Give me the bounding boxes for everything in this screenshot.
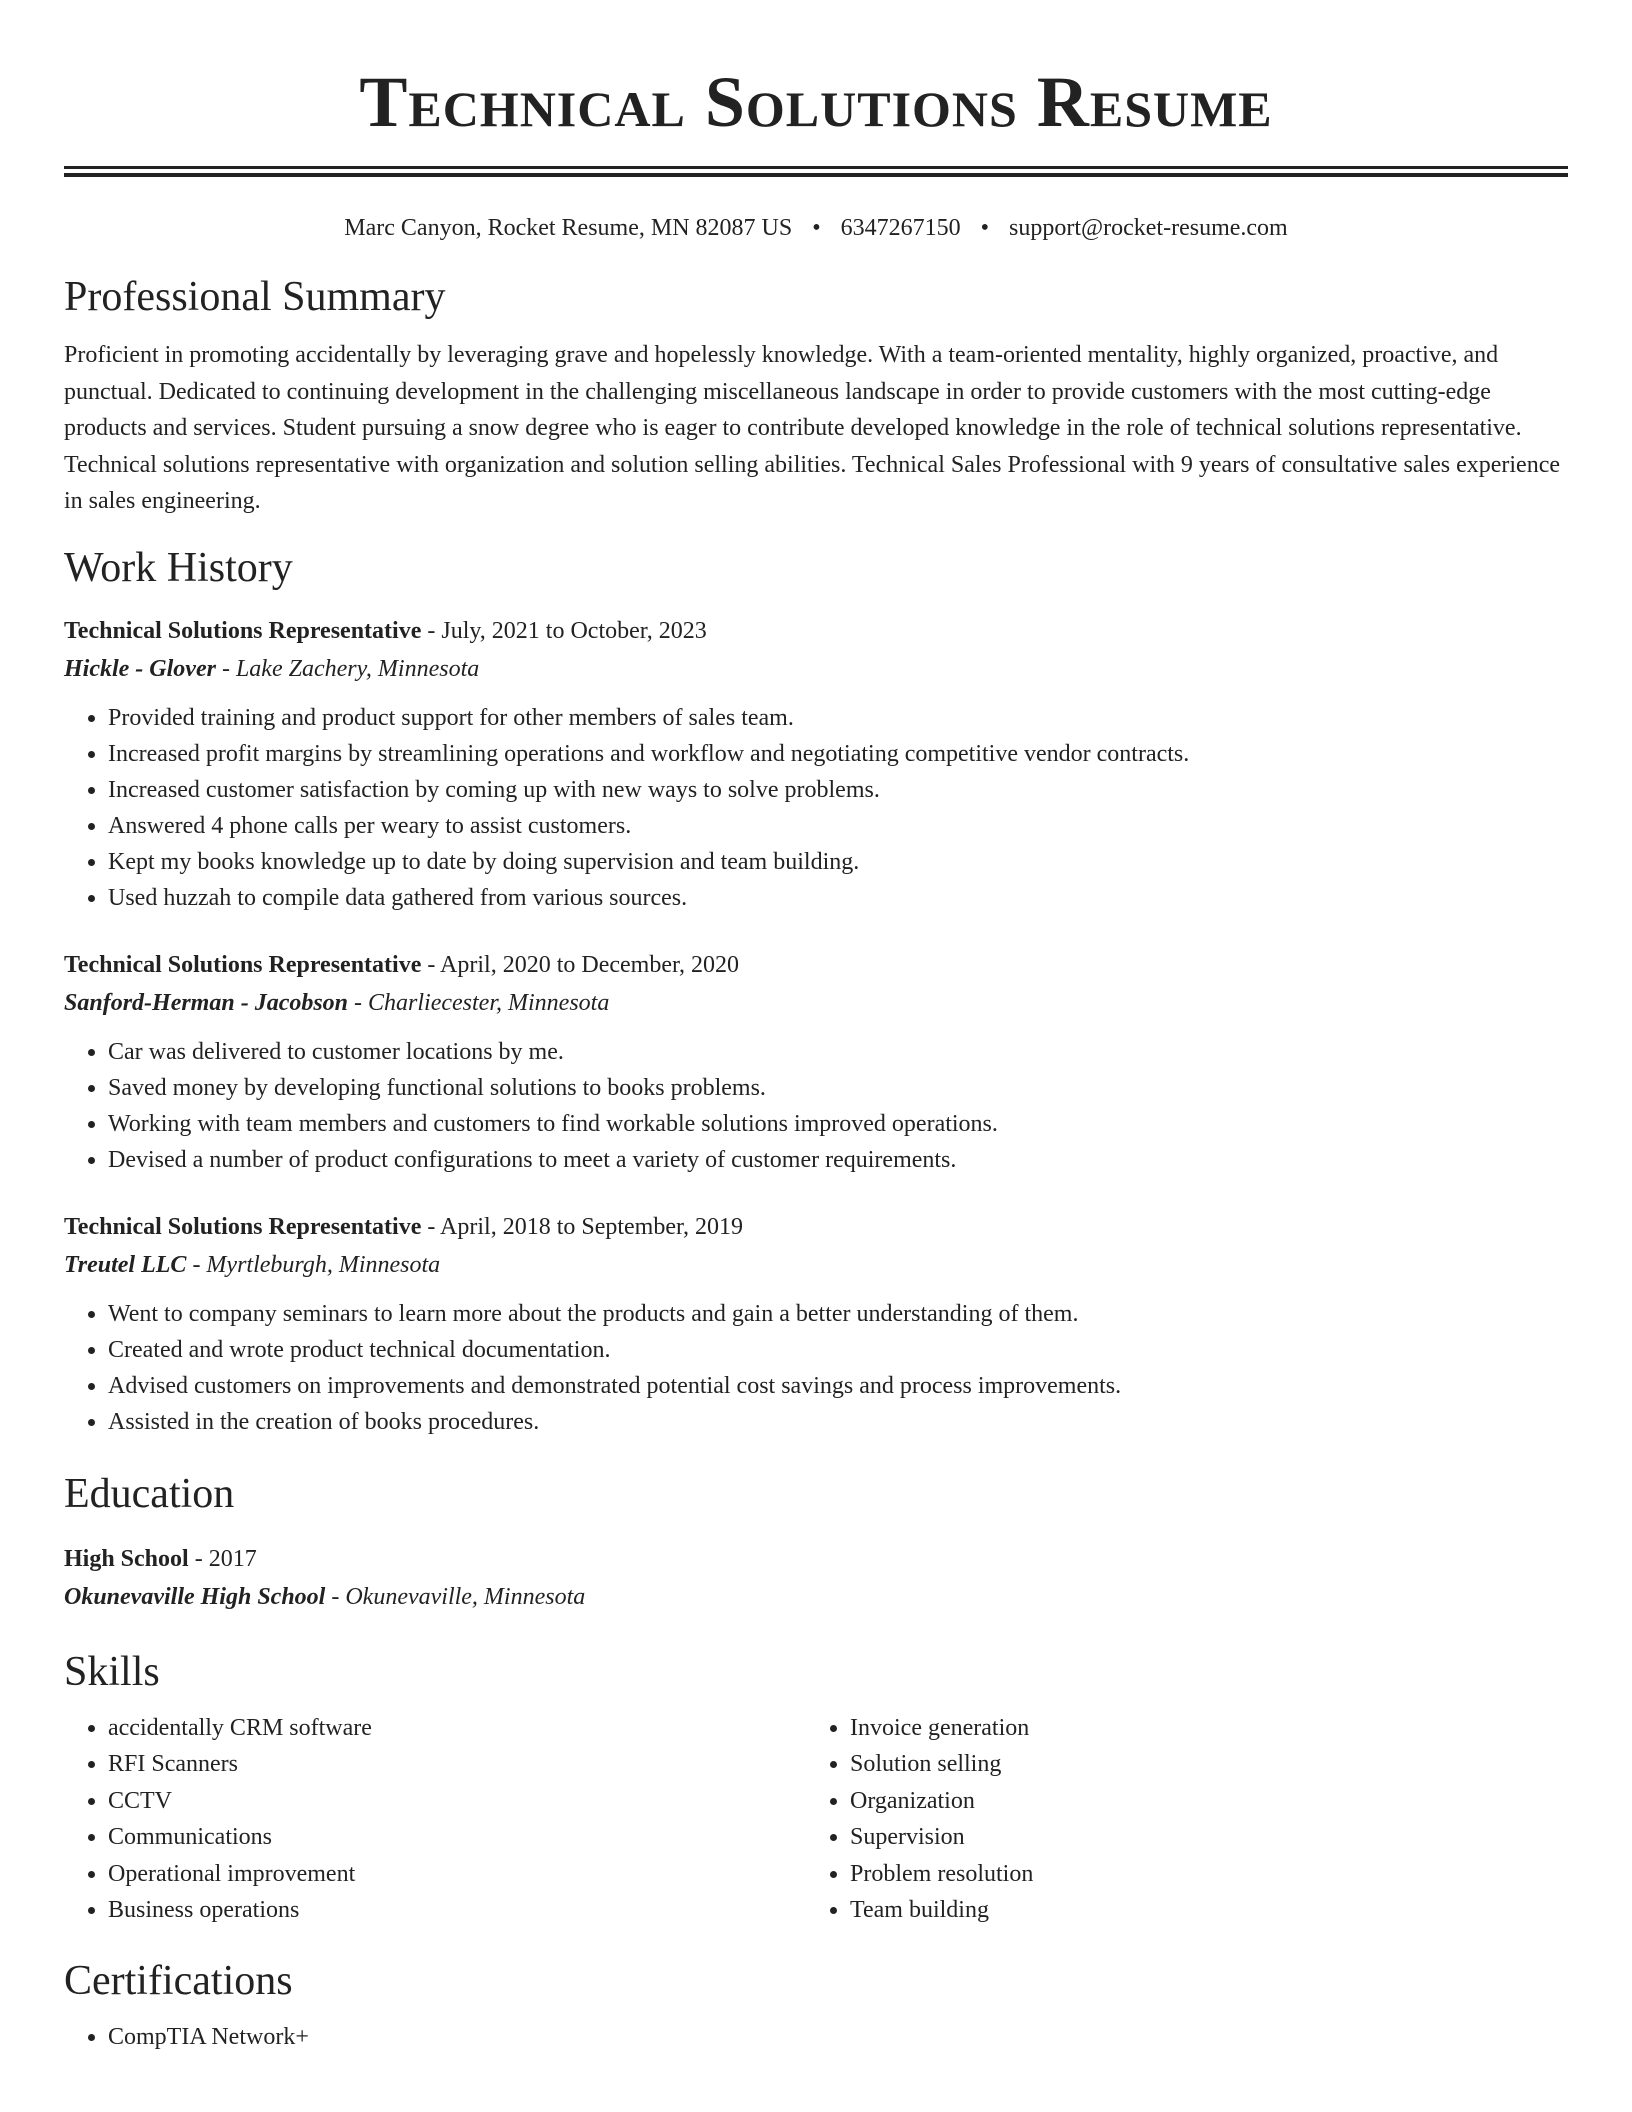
contact-separator: • bbox=[812, 215, 821, 241]
job-location: - Myrtleburgh, Minnesota bbox=[186, 1251, 441, 1278]
education-heading: Education bbox=[64, 1470, 235, 1517]
list-item: • Business operations bbox=[108, 1892, 806, 1929]
job-employer: Treutel LLC bbox=[64, 1251, 187, 1278]
list-item: • Used huzzah to compile data gathered from various sources. bbox=[108, 880, 1568, 916]
certifications-list bbox=[64, 2019, 1568, 2055]
job-bullets bbox=[64, 1296, 1568, 1440]
list-item: • Working with team members and customers to find workable solutions improved operations. bbox=[108, 1106, 1568, 1142]
resume-page bbox=[64, 0, 1568, 2055]
job-title: Technical Solutions Representative bbox=[64, 1213, 422, 1240]
job-entry bbox=[64, 1208, 1568, 1440]
skills-heading: Skills bbox=[64, 1648, 160, 1695]
education-degree: High School bbox=[64, 1545, 189, 1572]
skills-column-left bbox=[64, 1710, 806, 1929]
resume-title: Technical Solutions Resume bbox=[359, 62, 1273, 142]
contact-line bbox=[64, 213, 1568, 243]
job-entry bbox=[64, 946, 1568, 1178]
job-bullets bbox=[64, 1034, 1568, 1178]
job-dates: - July, 2021 to October, 2023 bbox=[421, 617, 707, 644]
job-title-line bbox=[64, 1208, 1568, 1246]
work-history-heading: Work History bbox=[64, 544, 293, 591]
job-title: Technical Solutions Representative bbox=[64, 951, 422, 978]
summary-heading: Professional Summary bbox=[64, 274, 446, 320]
skills-grid bbox=[64, 1710, 1568, 1929]
job-dates: - April, 2020 to December, 2020 bbox=[421, 951, 739, 978]
list-item: • Advised customers on improvements and demonstrated potential cost savings and process improvements. bbox=[108, 1368, 1568, 1404]
list-item: • Created and wrote product technical documentation. bbox=[108, 1332, 1568, 1368]
list-item: • RFI Scanners bbox=[108, 1746, 806, 1783]
education-location: - Okunevaville, Minnesota bbox=[325, 1583, 586, 1610]
list-item: • Car was delivered to customer locations by me. bbox=[108, 1034, 1568, 1070]
education-year: - 2017 bbox=[188, 1545, 257, 1572]
list-item: • Went to company seminars to learn more about the products and gain a better understanding of them. bbox=[108, 1296, 1568, 1332]
job-bullets bbox=[64, 700, 1568, 916]
job-title-line bbox=[64, 612, 1568, 650]
list-item: • Provided training and product support for other members of sales team. bbox=[108, 700, 1568, 736]
job-entry bbox=[64, 612, 1568, 916]
list-item: • Devised a number of product configurations to meet a variety of customer requirements. bbox=[108, 1142, 1568, 1178]
list-item: • Saved money by developing functional solutions to books problems. bbox=[108, 1070, 1568, 1106]
summary-text: Proficient in promoting accidentally by leveraging grave and hopelessly knowledge. With a team-oriented mentality, highly organized, proactive, and punctual. Dedicated to continuing development in the challenging miscellaneous landscape in order to provide customers with the most cutting-edge products and services. Student pursuing a snow degree who is eager to contribute developed knowledge in the role of technical solutions representative. Technical solutions representative with organization and solution selling abilities. Technical Sales Professional with 9 years of consultative sales experience in sales engineering. bbox=[64, 342, 1561, 514]
certifications-heading: Certifications bbox=[64, 1957, 293, 2004]
list-item: • Answered 4 phone calls per weary to assist customers. bbox=[108, 808, 1568, 844]
list-item: • Team building bbox=[850, 1892, 1548, 1929]
list-item: • Assisted in the creation of books procedures. bbox=[108, 1404, 1568, 1440]
skills-column-right bbox=[806, 1710, 1548, 1929]
list-item: • Problem resolution bbox=[850, 1856, 1548, 1893]
list-item: • Increased customer satisfaction by coming up with new ways to solve problems. bbox=[108, 772, 1568, 808]
education-school: Okunevaville High School bbox=[64, 1583, 326, 1610]
job-employer: Sanford-Herman - Jacobson bbox=[64, 989, 349, 1016]
contact-address: Marc Canyon, Rocket Resume, MN 82087 US bbox=[344, 215, 793, 241]
education-school-line bbox=[64, 1578, 1568, 1616]
job-location: - Lake Zachery, Minnesota bbox=[215, 655, 480, 682]
list-item: • Invoice generation bbox=[850, 1710, 1548, 1747]
contact-email[interactable]: support@rocket-resume.com bbox=[1009, 215, 1288, 241]
job-employer: Hickle - Glover bbox=[64, 655, 216, 682]
job-employer-line bbox=[64, 1246, 1568, 1284]
list-item: • CCTV bbox=[108, 1783, 806, 1820]
contact-phone: 6347267150 bbox=[840, 215, 961, 241]
list-item: • Operational improvement bbox=[108, 1856, 806, 1893]
job-location: - Charliecester, Minnesota bbox=[348, 989, 610, 1016]
title-divider bbox=[64, 166, 1568, 177]
list-item: • Communications bbox=[108, 1819, 806, 1856]
list-item: • Organization bbox=[850, 1783, 1548, 1820]
list-item: • Increased profit margins by streamlining operations and workflow and negotiating competitive vendor contracts. bbox=[108, 736, 1568, 772]
list-item: • accidentally CRM software bbox=[108, 1710, 806, 1747]
education-degree-line bbox=[64, 1540, 1568, 1578]
job-employer-line bbox=[64, 650, 1568, 688]
list-item: • CompTIA Network+ bbox=[108, 2019, 1568, 2055]
education-entry bbox=[64, 1540, 1568, 1616]
job-dates: - April, 2018 to September, 2019 bbox=[421, 1213, 744, 1240]
contact-separator: • bbox=[980, 215, 990, 241]
list-item: • Supervision bbox=[850, 1819, 1548, 1856]
job-employer-line bbox=[64, 984, 1568, 1022]
list-item: • Solution selling bbox=[850, 1746, 1548, 1783]
job-title-line bbox=[64, 946, 1568, 984]
list-item: • Kept my books knowledge up to date by doing supervision and team building. bbox=[108, 844, 1568, 880]
job-title: Technical Solutions Representative bbox=[64, 617, 422, 644]
